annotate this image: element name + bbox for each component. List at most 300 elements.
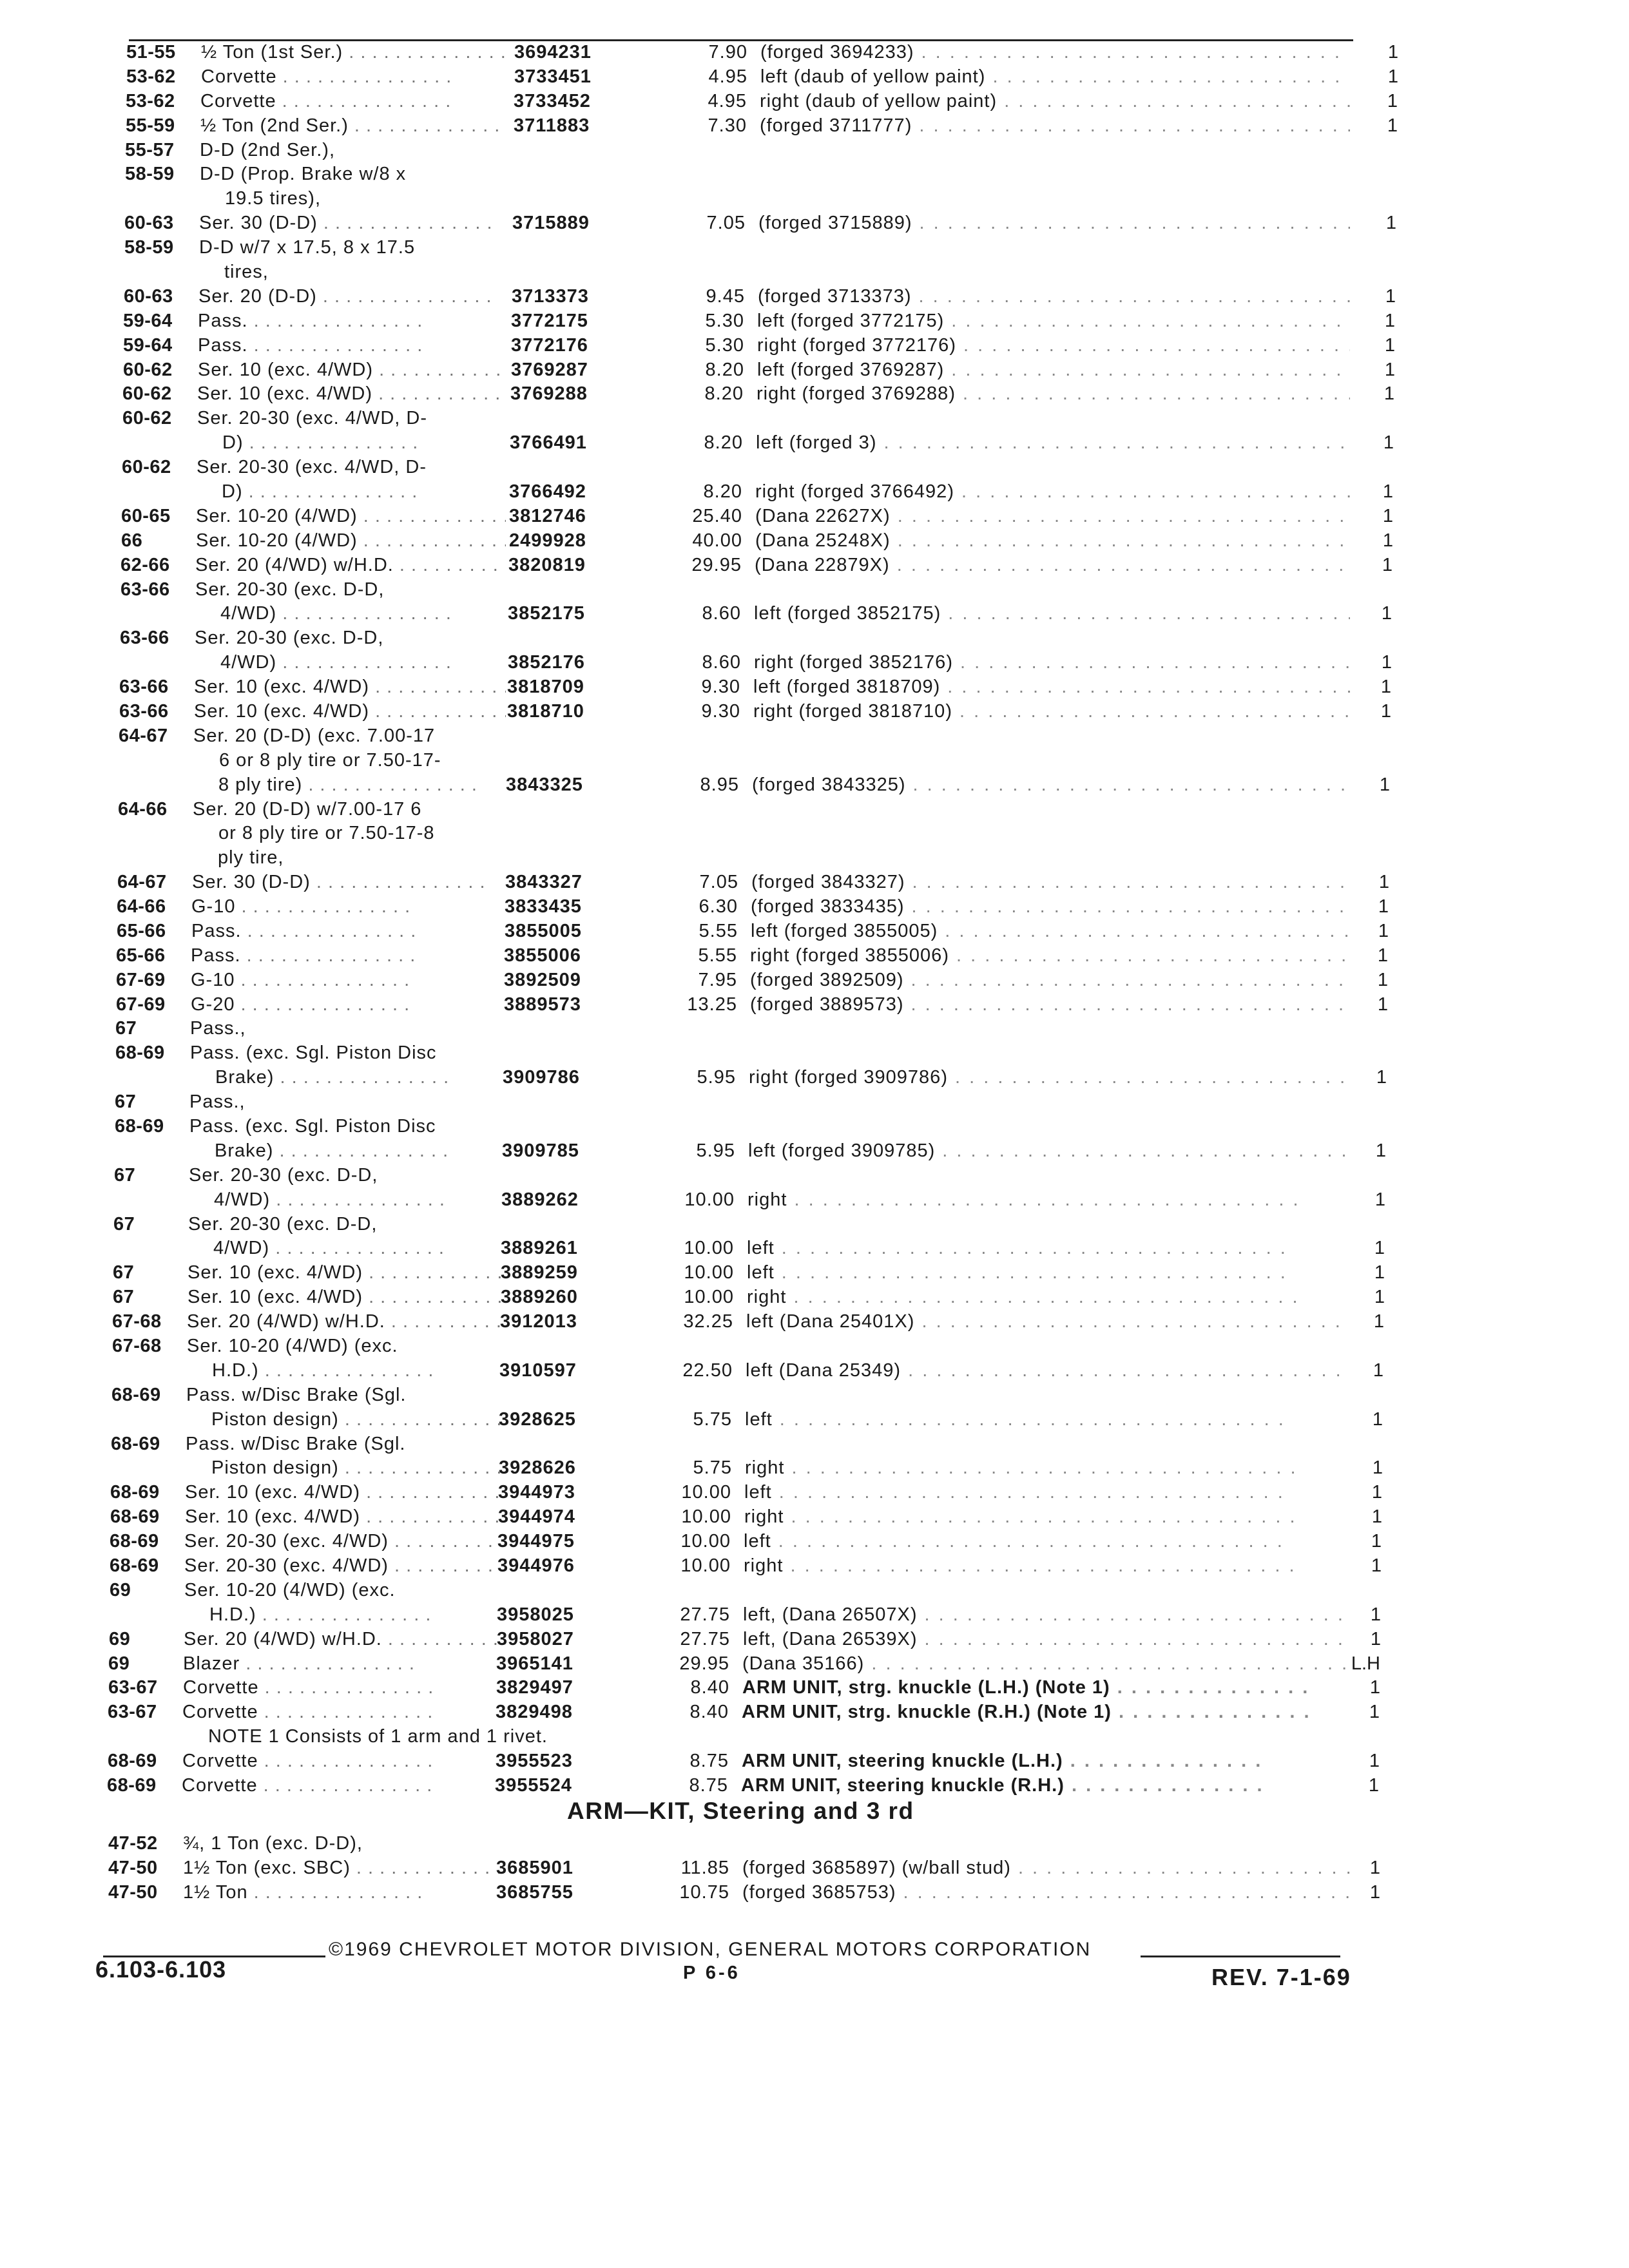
part-number-cell: 3965141 (496, 1653, 574, 1674)
table-row (0, 1236, 1629, 1262)
year-cell: 51-55 (126, 42, 176, 62)
application-cell: D-D (2nd Ser.), (200, 140, 335, 160)
description-cell: ARM UNIT, steering knuckle (L.H.) . . . (742, 1749, 1262, 1773)
price-cell: 8.20 (704, 432, 743, 453)
revision-date: REV. 7-1-69 (1211, 1964, 1351, 1990)
quantity-cell: 1 (1383, 383, 1394, 404)
table-row (0, 1358, 1629, 1384)
description-cell: left (forged 3909785) . . . (748, 1139, 1350, 1163)
table-row (0, 1529, 1629, 1555)
price-cell: 8.40 (689, 1702, 729, 1722)
description-cell: (forged 3889573) . . . (750, 992, 1350, 1017)
price-cell: 6.30 (699, 896, 738, 917)
part-number-cell: 3715889 (512, 213, 590, 233)
table-row (0, 430, 1629, 456)
description-cell: right (forged 3818710) . . . (753, 699, 1350, 724)
price-cell: 10.00 (681, 1506, 731, 1527)
quantity-cell: 1 (1383, 432, 1394, 453)
table-row (0, 113, 1629, 139)
description-cell: right (forged 3909786) . . . (749, 1065, 1350, 1090)
quantity-cell: 1 (1384, 311, 1395, 331)
quantity-cell: 1 (1374, 1189, 1385, 1210)
application-cell: Ser. 10-20 (4/WD) . . . (196, 528, 506, 553)
part-number-cell: 3685901 (496, 1858, 574, 1878)
year-cell: 64-66 (118, 799, 168, 820)
price-cell: 5.30 (705, 311, 744, 331)
description-cell: right (forged 3855006) . . . (750, 943, 1350, 968)
price-cell: 10.75 (679, 1882, 729, 1903)
application-cell: 6 or 8 ply tire or 7.50-17- (219, 750, 441, 771)
application-cell: ½ Ton (1st Ser.) . . . (201, 40, 506, 64)
part-number-cell: 3772175 (511, 311, 588, 331)
table-row (0, 1383, 1629, 1408)
price-cell: 8.40 (690, 1677, 729, 1698)
application-cell: Ser. 20 (4/WD) w/H.D. . . . (195, 553, 506, 577)
quantity-cell: 1 (1385, 286, 1396, 307)
table-row (0, 1602, 1629, 1628)
year-cell: 67-68 (112, 1311, 162, 1332)
application-cell: ply tire, (218, 847, 284, 868)
year-cell: 67 (113, 1214, 135, 1235)
price-cell: 9.45 (706, 286, 745, 307)
price-cell: 7.05 (699, 872, 738, 892)
part-number-cell: 3769288 (510, 383, 588, 404)
application-cell: Brake) . . . (215, 1065, 449, 1090)
application-cell: Ser. 20-30 (exc. 4/WD, D- (197, 408, 427, 428)
quantity-cell: 1 (1369, 1751, 1380, 1771)
description-cell: (Dana 35166) . . . (742, 1651, 1350, 1676)
description-cell: (forged 3833435) . . . (751, 894, 1350, 919)
part-number-cell: 3685755 (496, 1882, 574, 1903)
table-row (0, 211, 1629, 236)
price-cell: 8.20 (704, 383, 744, 404)
quantity-cell: 1 (1384, 360, 1395, 380)
quantity-cell: 1 (1371, 1482, 1382, 1503)
part-number-cell: 3912013 (500, 1311, 577, 1332)
year-cell: 67-69 (116, 970, 166, 990)
year-cell: 68-69 (110, 1555, 159, 1576)
price-cell: 5.95 (697, 1067, 736, 1088)
application-cell: Ser. 20-30 (exc. D-D, (188, 1214, 378, 1235)
application-cell: Piston design) . . . (211, 1407, 506, 1432)
price-cell: 9.30 (701, 677, 740, 697)
description-cell: left (Dana 25349) . . . (746, 1358, 1350, 1383)
description-cell: (forged 3685897) (w/ball stud) . . . (742, 1856, 1350, 1880)
sheet-number: 6.103-6.103 (95, 1956, 227, 1983)
description-cell: right . . . (745, 1456, 1298, 1480)
table-row (0, 821, 1629, 847)
table-row (0, 894, 1629, 920)
price-cell: 7.05 (706, 213, 746, 233)
table-row (0, 870, 1629, 896)
quantity-cell: 1 (1382, 481, 1393, 502)
price-cell: 40.00 (692, 530, 742, 551)
part-number-cell: 3818709 (507, 677, 584, 697)
description-cell: right (forged 3769288) . . . (757, 381, 1350, 406)
application-cell: Ser. 20 (4/WD) w/H.D. . . . (184, 1627, 506, 1651)
application-cell: Ser. 30 (D-D) . . . (192, 870, 486, 894)
quantity-cell: 1 (1377, 994, 1388, 1015)
price-cell: 10.00 (681, 1482, 731, 1503)
table-row (0, 1065, 1629, 1091)
application-cell: Piston design) . . . (211, 1456, 506, 1480)
price-cell: 32.25 (683, 1311, 733, 1332)
year-cell: 63-66 (120, 579, 170, 600)
quantity-cell: 1 (1387, 66, 1398, 87)
year-cell: 65-66 (117, 921, 166, 941)
year-cell: 63-66 (120, 628, 169, 648)
application-cell: Ser. 10 (exc. 4/WD) . . . (188, 1285, 506, 1309)
table-row (0, 992, 1629, 1018)
application-cell: 4/WD) . . . (220, 601, 452, 626)
application-cell: Ser. 20-30 (exc. 4/WD, D- (197, 457, 427, 477)
application-cell: Pass. . . . (198, 333, 423, 358)
application-cell: Ser. 10 (exc. 4/WD) . . . (185, 1504, 506, 1529)
description-cell: right (daub of yellow paint) . . . (760, 89, 1350, 113)
table-row (0, 89, 1629, 115)
description-cell: left . . . (744, 1529, 1284, 1553)
description-cell: left (daub of yellow paint) . . . (760, 64, 1350, 89)
description-cell: right (forged 3766492) . . . (755, 479, 1350, 504)
quantity-cell: 1 (1372, 1409, 1383, 1430)
price-cell: 4.95 (708, 66, 747, 87)
year-cell: 60-62 (122, 457, 171, 477)
table-row (0, 1114, 1629, 1140)
table-row (0, 358, 1629, 383)
price-cell: 9.30 (701, 701, 740, 722)
part-number-cell: 3944973 (498, 1482, 575, 1503)
table-row (0, 40, 1629, 66)
year-cell: 63-66 (119, 701, 169, 722)
application-cell: Ser. 10-20 (4/WD) . . . (196, 504, 506, 528)
quantity-cell: 1 (1382, 506, 1393, 526)
table-row (0, 479, 1629, 505)
price-cell: 27.75 (680, 1604, 730, 1625)
price-cell: 29.95 (691, 555, 742, 575)
quantity-cell: 1 (1378, 921, 1389, 941)
part-number-cell: 3955524 (495, 1775, 572, 1796)
quantity-cell: 1 (1370, 1629, 1381, 1649)
application-cell: Pass. w/Disc Brake (Sgl. (186, 1434, 406, 1454)
description-cell: left . . . (744, 1480, 1285, 1504)
price-cell: 7.95 (698, 970, 737, 990)
quantity-cell: 1 (1369, 1882, 1380, 1903)
quantity-cell: 1 (1381, 652, 1392, 673)
part-number-cell: 3889260 (501, 1287, 578, 1307)
year-cell: 68-69 (115, 1116, 164, 1137)
table-row (0, 1675, 1629, 1701)
quantity-cell: 1 (1369, 1702, 1380, 1722)
year-cell: 59-64 (123, 311, 173, 331)
price-cell: 10.00 (684, 1287, 734, 1307)
year-cell: 69 (109, 1629, 131, 1649)
part-number-cell: 3944974 (498, 1506, 575, 1527)
description-cell: left, (Dana 26507X) . . . (743, 1602, 1350, 1627)
table-row (0, 650, 1629, 676)
description-cell: (forged 3715889) . . . (758, 211, 1350, 235)
part-number-cell: 3694231 (514, 42, 592, 62)
year-cell: 63-67 (108, 1677, 158, 1698)
part-number-cell: 3892509 (504, 970, 581, 990)
year-cell: 68-69 (111, 1385, 161, 1405)
quantity-cell: 1 (1369, 1858, 1380, 1878)
description-cell: left (forged 3818709) . . . (753, 675, 1350, 699)
year-cell: 59-64 (123, 335, 173, 356)
application-cell: G-20 . . . (191, 992, 410, 1017)
application-cell: Ser. 10 (exc. 4/WD) . . . (198, 358, 506, 382)
description-cell: (forged 3711777) . . . (760, 113, 1350, 138)
part-number-cell: 3713373 (512, 286, 589, 307)
year-cell: 60-62 (122, 383, 172, 404)
application-cell: NOTE 1 Consists of 1 arm and 1 rivet. (208, 1726, 548, 1747)
price-cell: 10.00 (680, 1555, 731, 1576)
application-cell: Brake) . . . (215, 1139, 448, 1163)
quantity-cell: 1 (1380, 701, 1391, 722)
table-row (0, 773, 1629, 798)
table-row (0, 1432, 1629, 1457)
description-cell: left (forged 3855005) . . . (751, 919, 1350, 943)
year-cell: 63-67 (108, 1702, 157, 1722)
table-row (0, 528, 1629, 554)
part-number-cell: 3852175 (508, 603, 585, 624)
table-row (0, 675, 1629, 700)
application-cell: Blazer . . . (183, 1651, 415, 1676)
application-cell: 4/WD) . . . (220, 650, 452, 675)
application-cell: Corvette . . . (182, 1700, 433, 1724)
year-cell: 67 (113, 1262, 135, 1283)
table-row (0, 626, 1629, 651)
application-cell: D-D (Prop. Brake w/8 x (200, 164, 407, 184)
table-row (0, 1553, 1629, 1579)
table-row (0, 64, 1629, 90)
part-number-cell: 3843325 (506, 774, 583, 795)
year-cell: 60-62 (123, 360, 173, 380)
application-cell: Ser. 10 (exc. 4/WD) . . . (197, 381, 506, 406)
table-row (0, 1700, 1629, 1725)
part-number-cell: 3733452 (514, 91, 591, 111)
table-row (0, 1831, 1629, 1857)
part-number-cell: 2499928 (509, 530, 586, 551)
table-row (0, 1212, 1629, 1238)
table-row (0, 1456, 1629, 1481)
quantity-cell: 1 (1373, 1311, 1384, 1332)
table-row (0, 1724, 1629, 1750)
quantity-cell: 1 (1380, 677, 1391, 697)
part-number-cell: 3829498 (496, 1702, 573, 1722)
quantity-cell: 1 (1377, 945, 1388, 966)
description-cell: left, (Dana 26539X) . . . (743, 1627, 1350, 1651)
application-cell: Corvette . . . (182, 1773, 432, 1798)
year-cell: 67 (113, 1287, 135, 1307)
table-row (0, 968, 1629, 994)
description-cell: left (Dana 25401X) . . . (746, 1309, 1350, 1334)
price-cell: 29.95 (679, 1653, 729, 1674)
price-cell: 5.55 (699, 921, 738, 941)
quantity-cell: 1 (1371, 1555, 1382, 1576)
footer-rule-right (1141, 1956, 1340, 1957)
part-number-cell: 3855006 (504, 945, 581, 966)
table-row (0, 406, 1629, 432)
year-cell: 60-63 (124, 213, 174, 233)
application-cell: Ser. 10-20 (4/WD) (exc. (184, 1580, 396, 1600)
year-cell: 68-69 (110, 1531, 159, 1552)
table-row (0, 1578, 1629, 1604)
description-cell: right (forged 3772176) . . . (757, 333, 1350, 358)
table-row (0, 1407, 1629, 1433)
description-cell: (forged 3843325) . . . (752, 773, 1350, 797)
year-cell: 64-66 (117, 896, 166, 917)
quantity-cell: 1 (1374, 1238, 1385, 1258)
description-cell: left . . . (747, 1236, 1287, 1260)
table-row (0, 1309, 1629, 1335)
application-cell: Ser. 30 (D-D) . . . (199, 211, 493, 235)
price-cell: 13.25 (687, 994, 737, 1015)
quantity-cell: 1 (1382, 530, 1393, 551)
quantity-cell: 1 (1385, 213, 1396, 233)
application-cell: Ser. 20-30 (exc. 4/WD) . . . (184, 1553, 506, 1578)
price-cell: 7.30 (708, 115, 747, 136)
table-row (0, 1651, 1629, 1677)
price-cell: 7.90 (708, 42, 747, 62)
application-cell: D-D w/7 x 17.5, 8 x 17.5 (199, 237, 416, 258)
description-cell: (Dana 22627X) . . . (755, 504, 1350, 528)
table-row (0, 1187, 1629, 1213)
year-cell: 62-66 (120, 555, 170, 575)
quantity-cell: L.H (1351, 1653, 1380, 1674)
description-cell: (Dana 22879X) . . . (755, 553, 1350, 577)
description-cell: left (forged 3) . . . (756, 430, 1350, 455)
quantity-cell: 1 (1371, 1531, 1382, 1552)
table-row (0, 1041, 1629, 1066)
quantity-cell: 1 (1387, 91, 1398, 111)
year-cell: 60-65 (121, 506, 171, 526)
application-cell: Ser. 20 (D-D) w/7.00-17 6 (193, 799, 422, 820)
table-row (0, 699, 1629, 725)
application-cell: D) . . . (222, 479, 418, 504)
description-cell: (Dana 25248X) . . . (755, 528, 1350, 553)
application-cell: ½ Ton (2nd Ser.) . . . (200, 113, 506, 138)
year-cell: 69 (108, 1653, 130, 1674)
application-cell: Ser. 20-30 (exc. D-D, (195, 579, 385, 600)
price-cell: 4.95 (708, 91, 747, 111)
table-row (0, 381, 1629, 407)
year-cell: 58-59 (124, 237, 174, 258)
part-number-cell: 3928626 (499, 1457, 576, 1478)
year-cell: 65-66 (116, 945, 166, 966)
part-number-cell: 3909785 (502, 1140, 579, 1161)
quantity-cell: 1 (1378, 872, 1389, 892)
application-cell: Corvette . . . (200, 89, 451, 113)
application-cell: 19.5 tires), (225, 188, 321, 209)
part-number-cell: 3769287 (511, 360, 588, 380)
quantity-cell: 1 (1368, 1775, 1379, 1796)
application-cell: 1½ Ton . . . (183, 1880, 423, 1905)
table-row (0, 1504, 1629, 1530)
table-row (0, 601, 1629, 627)
part-number-cell: 3843327 (505, 872, 583, 892)
table-row (0, 553, 1629, 579)
application-cell: Ser. 10-20 (4/WD) (exc. (187, 1336, 398, 1356)
table-row (0, 845, 1629, 871)
quantity-cell: 1 (1381, 603, 1392, 624)
part-number-cell: 3833435 (505, 896, 582, 917)
part-number-cell: 3829497 (496, 1677, 574, 1698)
table-row (0, 943, 1629, 969)
year-cell: 60-62 (122, 408, 172, 428)
year-cell: 55-57 (125, 140, 175, 160)
price-cell: 11.85 (680, 1858, 729, 1878)
application-cell: H.D.) . . . (212, 1358, 434, 1383)
table-row (0, 919, 1629, 945)
price-cell: 5.30 (705, 335, 744, 356)
part-number-cell: 3766491 (510, 432, 587, 453)
application-cell: Ser. 20 (D-D) (exc. 7.00-17 (193, 726, 436, 746)
application-cell: Pass. . . . (198, 309, 423, 333)
quantity-cell: 1 (1387, 115, 1398, 136)
quantity-cell: 1 (1375, 1140, 1386, 1161)
price-cell: 22.50 (682, 1360, 733, 1381)
part-number-cell: 3820819 (508, 555, 586, 575)
quantity-cell: 1 (1374, 1262, 1385, 1283)
section-heading: ARM—KIT, Steering and 3 rd (567, 1798, 914, 1824)
application-cell: Ser. 10 (exc. 4/WD) . . . (188, 1260, 506, 1285)
application-cell: Ser. 10 (exc. 4/WD) . . . (194, 699, 506, 724)
table-row (0, 504, 1629, 530)
part-number-cell: 3766492 (509, 481, 586, 502)
description-cell: (forged 3713373) . . . (758, 284, 1350, 309)
part-number-cell: 3733451 (514, 66, 592, 87)
quantity-cell: 1 (1387, 42, 1398, 62)
price-cell: 10.00 (684, 1189, 735, 1210)
description-cell: ARM UNIT, steering knuckle (R.H.) . . . (741, 1773, 1264, 1798)
application-cell: Ser. 20-30 (exc. D-D, (195, 628, 384, 648)
part-number-cell: 3928625 (499, 1409, 576, 1430)
table-row (0, 162, 1629, 187)
table-row (0, 1480, 1629, 1506)
part-number-cell: 3955523 (496, 1751, 573, 1771)
application-cell: Corvette . . . (201, 64, 452, 89)
application-cell: Ser. 20-30 (exc. D-D, (189, 1165, 378, 1186)
quantity-cell: 1 (1370, 1604, 1381, 1625)
price-cell: 5.75 (693, 1457, 732, 1478)
year-cell: 64-67 (117, 872, 167, 892)
application-cell: Corvette . . . (183, 1675, 434, 1700)
price-cell: 25.40 (692, 506, 742, 526)
application-cell: 1½ Ton (exc. SBC) . . . (183, 1856, 506, 1880)
table-row (0, 186, 1629, 212)
page-code: P 6-6 (683, 1963, 740, 1983)
application-cell: Pass. (exc. Sgl. Piston Disc (190, 1043, 437, 1063)
application-cell: Pass., (190, 1018, 246, 1039)
table-row (0, 1880, 1629, 1906)
application-cell: 4/WD) . . . (214, 1187, 445, 1212)
year-cell: 68-69 (111, 1434, 160, 1454)
quantity-cell: 1 (1377, 970, 1388, 990)
year-cell: 68-69 (110, 1482, 160, 1503)
year-cell: 55-59 (126, 115, 175, 136)
copyright-text: ©1969 CHEVROLET MOTOR DIVISION, GENERAL MOTORS CORPORATION (329, 1939, 1092, 1960)
part-number-cell: 3889261 (501, 1238, 578, 1258)
quantity-cell: 1 (1378, 896, 1389, 917)
description-cell: (forged 3694233) . . . (760, 40, 1350, 64)
description-cell: left (forged 3852175) . . . (754, 601, 1350, 626)
application-cell: Ser. 20-30 (exc. 4/WD) . . . (184, 1529, 506, 1553)
quantity-cell: 1 (1376, 1067, 1387, 1088)
application-cell: or 8 ply tire or 7.50-17-8 (218, 823, 435, 843)
year-cell: 60-63 (124, 286, 173, 307)
part-number-cell: 3944976 (497, 1555, 575, 1576)
year-cell: 68-69 (110, 1506, 160, 1527)
